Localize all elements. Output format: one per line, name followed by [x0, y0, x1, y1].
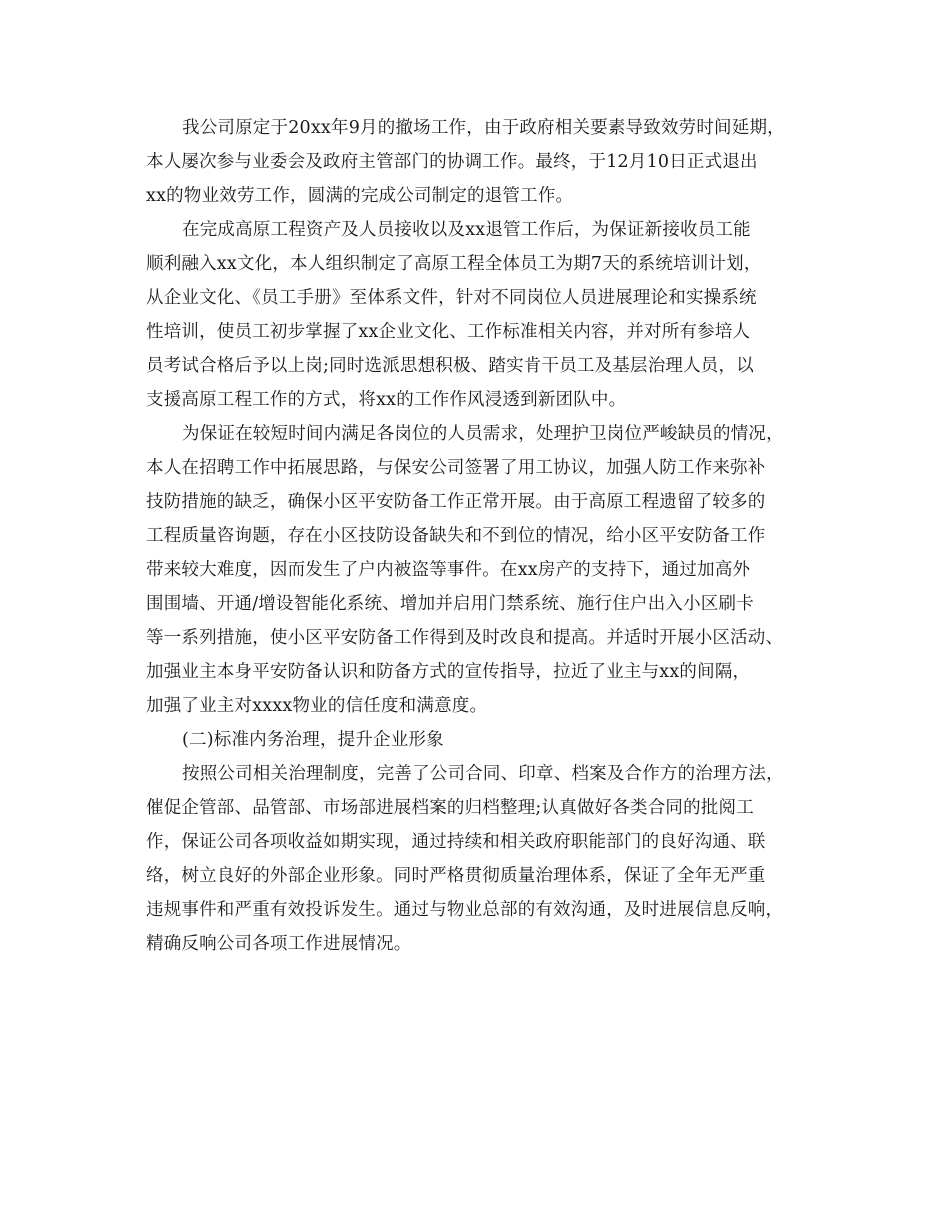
text-line: 本人在招聘工作中拓展思路，与保安公司签署了用工协议，加强人防工作来弥补 [146, 458, 766, 478]
text-line: 性培训，使员工初步掌握了xx企业文化、工作标准相关内容，并对所有参培人 [146, 322, 751, 342]
text-line: 带来较大难度，因而发生了户内被盗等事件。在xx房产的支持下，通过加高外 [146, 560, 751, 580]
text-line: 违规事件和严重有效投诉发生。通过与物业总部的有效沟通，及时进展信息反响， [146, 900, 784, 920]
text-line: 作，保证公司各项收益如期实现，通过持续和相关政府职能部门的良好沟通、联 [146, 832, 766, 852]
section-heading: (二)标准内务治理，提升企业形象 [182, 730, 444, 750]
text-line: 等一系列措施，使小区平安防备工作得到及时改良和提高。并适时开展小区活动、 [146, 628, 784, 648]
text-line: xx的物业效劳工作，圆满的完成公司制定的退管工作。 [146, 186, 574, 206]
text-line: 围围墙、开通/增设智能化系统、增加并启用门禁系统、施行住户出入小区刷卡 [146, 594, 754, 614]
text-line: 加强业主本身平安防备认识和防备方式的宣传指导，拉近了业主与xx的间隔， [146, 662, 751, 682]
text-line: 精确反响公司各项工作进展情况。 [146, 934, 412, 954]
text-line: 工程质量咨询题，存在小区技防设备缺失和不到位的情况，给小区平安防备工作 [146, 526, 766, 546]
text-line: 支援高原工程工作的方式，将xx的工作作风浸透到新团队中。 [146, 390, 627, 410]
text-line: 员考试合格后予以上岗;同时选派思想积极、踏实肯干员工及基层治理人员，以 [146, 356, 754, 376]
text-line: 加强了业主对xxxx物业的信任度和满意度。 [146, 696, 488, 716]
text-line: 我公司原定于20xx年9月的撤场工作，由于政府相关要素导致效劳时间延期， [182, 118, 785, 138]
text-line: 在完成高原工程资产及人员接收以及xx退管工作后，为保证新接收员工能 [182, 220, 751, 240]
text-line: 催促企管部、品管部、市场部进展档案的归档整理;认真做好各类合同的批阅工 [146, 798, 754, 818]
text-line: 络，树立良好的外部企业形象。同时严格贯彻质量治理体系，保证了全年无严重 [146, 866, 766, 886]
text-line: 为保证在较短时间内满足各岗位的人员需求，处理护卫岗位严峻缺员的情况， [182, 424, 784, 444]
text-line: 顺利融入xx文化，本人组织制定了高原工程全体员工为期7天的系统培训计划， [146, 254, 762, 274]
text-line: 技防措施的缺乏，确保小区平安防备工作正常开展。由于高原工程遗留了较多的 [146, 492, 766, 512]
text-line: 本人屡次参与业委会及政府主管部门的协调工作。最终，于12月10日正式退出 [146, 152, 758, 172]
text-line: 按照公司相关治理制度，完善了公司合同、印章、档案及合作方的治理方法， [182, 764, 784, 784]
text-line: 从企业文化、《员工手册》至体系文件，针对不同岗位人员进展理论和实操系统 [146, 288, 757, 308]
